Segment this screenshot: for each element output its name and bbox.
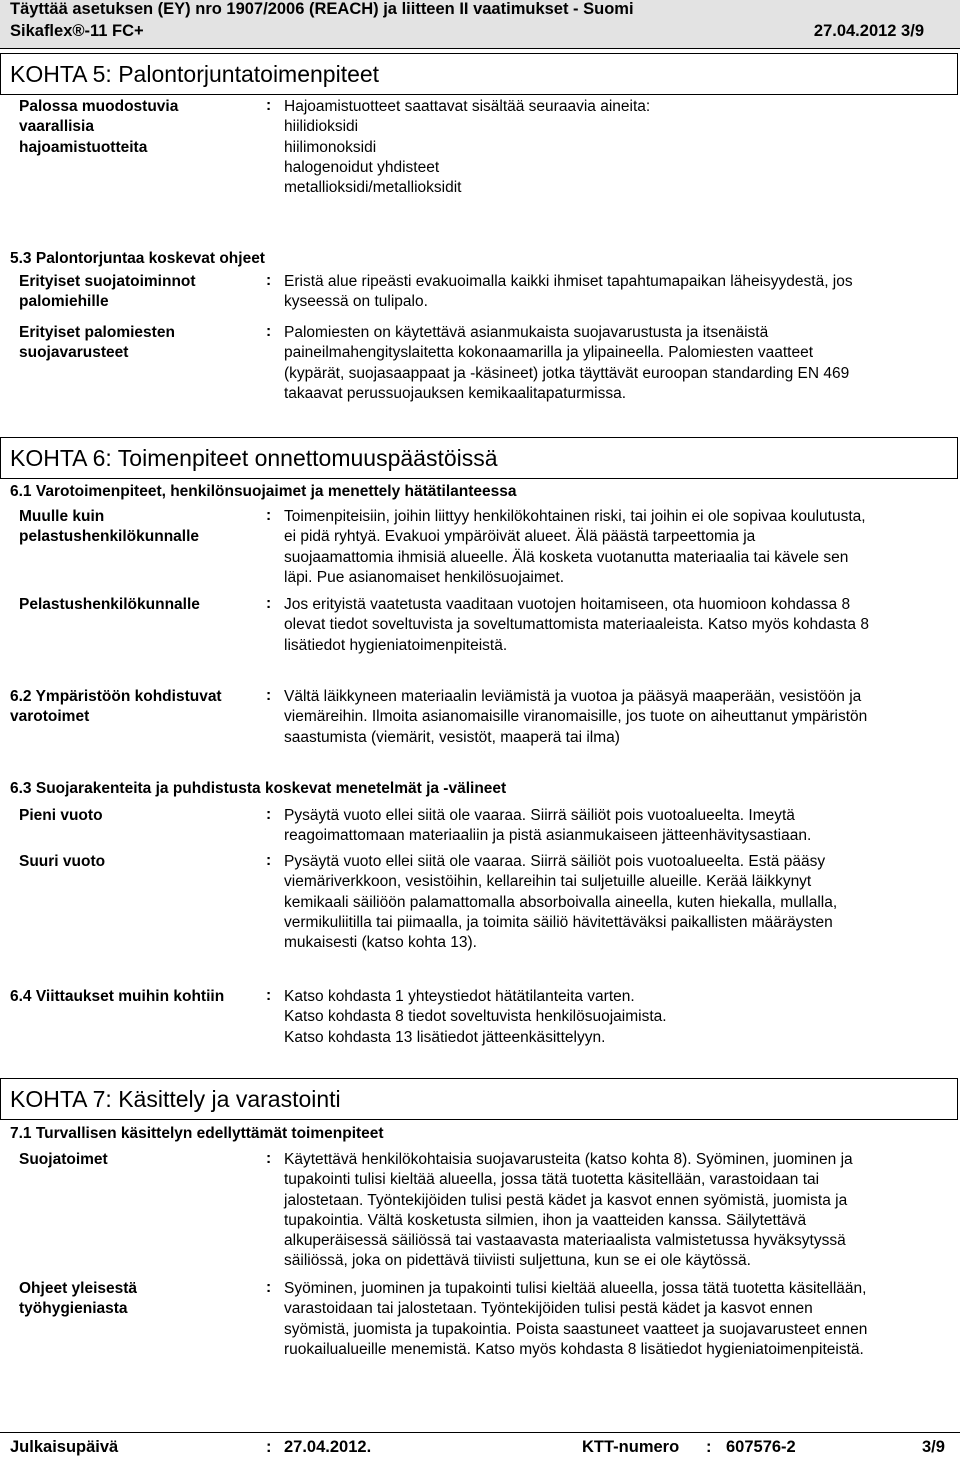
- protective-equipment-text: Palomiesten on käytettävä asianmukaista suojavarustusta ja itsenäistä paineilmahengityslaitetta kokonaamarilla ja ylipaineella. Palomiesten vaatteet (kypärät, suojasaappaat ja -käsineet) jotka täyttävät euroopan standarding EN 469 takaavat perussuojauksen kemikaalitapaturmissa.: [284, 324, 850, 402]
- subsection-7-1: 7.1 Turvallisen käsittelyn edellyttämät toimenpiteet: [10, 1125, 384, 1142]
- section-6-title: KOHTA 6: Toimenpiteet onnettomuuspäästöissä: [0, 437, 958, 479]
- section-7-title: KOHTA 7: Käsittely ja varastointi: [0, 1078, 958, 1120]
- footer-divider: [0, 1432, 960, 1433]
- large-spill-text: Pysäytä vuoto ellei siitä ole vaaraa. Siirrä säiliöt pois vuotoalueelta. Estä pääsy viemäriverkkoon, vesistöihin, kellareihin tai suljetuille alueille. Kerää läikkynyt kemikaali säiliöön palamattomalla absorboivalla aineella, kuten hiekalla, mullalla, vermikuliitilla tai piimaalla, ja toimita säiliö hävitettäväksi paikallisten määräysten mukaisesti (katso kohta 13).: [284, 853, 838, 952]
- footer-page-number: 3/9: [922, 1438, 945, 1456]
- references-text: Katso kohdasta 1 yhteystiedot hätätilanteita varten. Katso kohdasta 8 tiedot soveltuvista henkilösuojaimista. Katso kohdasta 13 lisätiedot jätteenkäsittelyyn.: [284, 988, 667, 1046]
- small-spill-text: Pysäytä vuoto ellei siitä ole vaaraa. Siirrä säiliöt pois vuotoalueelta. Imeytä reagoimattomaan materiaaliin ja pistä asianmukaiseen jätteenhävitysastiaan.: [284, 807, 812, 845]
- ktt-number: 607576-2: [726, 1438, 796, 1456]
- colon: :: [266, 595, 272, 612]
- responders-text: Jos erityistä vaatetusta vaaditaan vuotojen hoitamiseen, ota huomioon kohdassa 8 olevat tiedot soveltuvista ja soveltumattomista materiaaleista. Katso myös kohdasta 8 lisätiedot hygieniatoimenpiteistä.: [284, 596, 869, 654]
- subsection-6-1: 6.1 Varotoimenpiteet, henkilönsuojaimet ja menettely hätätilanteessa: [10, 483, 517, 500]
- protective-actions-label: Erityiset suojatoiminnot palomiehille: [19, 273, 196, 311]
- colon: :: [266, 987, 272, 1004]
- colon: :: [266, 1150, 272, 1167]
- header-date-page: 27.04.2012 3/9: [813, 22, 924, 40]
- environment-text: Vältä läikkyneen materiaalin leviämistä ja vuotoa ja pääsyä maaperään, vesistöön ja viemäreihin. Ilmoita asianomaisille viranomaisille, jos tuote on aiheuttanut ympäristön saastumista (viemärit, vesistöt, maaperä tai ilma): [284, 688, 868, 746]
- hygiene-label: Ohjeet yleisestä työhygieniasta: [19, 1280, 138, 1318]
- colon: :: [266, 97, 272, 114]
- non-emergency-label: Muulle kuin pelastushenkilökunnalle: [19, 508, 200, 546]
- protective-actions-text: Eristä alue ripeästi evakuoimalla kaikki ihmiset tapahtumapaikan läheisyydestä, jos kyseessä on tulipalo.: [284, 273, 853, 311]
- large-spill-label: Suuri vuoto: [19, 853, 106, 870]
- responders-label: Pelastushenkilökunnalle: [19, 596, 200, 613]
- colon: :: [266, 687, 272, 704]
- colon: :: [266, 272, 272, 289]
- protective-measures-text: Käytettävä henkilökohtaisia suojavarusteita (katso kohta 8). Syöminen, juominen ja tupakointi tulisi kieltää alueella, jossa tätä tuotetta käsitellään, varastoidaan tai jalostetaan. Työntekijöiden tulisi pestä kädet ja kasvot ennen syömistä, juomista ja tupakointia. Vältä kosketusta silmien, ihon ja vaatteiden kanssa. Säilytettävä alkuperäisessä säiliössä tai vastaavasta materiaalista valmistetussa hyväksytyssä säiliössä, joka on pidettävä tiiviisti suljettuna, kun se ei ole käytössä.: [284, 1151, 853, 1270]
- section-5-title: KOHTA 5: Palontorjuntatoimenpiteet: [0, 53, 958, 95]
- hazardous-products-label: Palossa muodostuvia vaarallisia hajoamistuotteita: [19, 98, 179, 156]
- colon: :: [266, 1279, 272, 1296]
- hygiene-text: Syöminen, juominen ja tupakointi tulisi kieltää alueella, jossa tätä tuotetta käsitellään, varastoidaan tai jalostetaan. Työntekijöiden tulisi pestä kädet ja kasvot ennen syömistä, juomista ja tupakointia. Poista saastuneet vaatteet ja suojavarusteet ennen ruokailualueille menemistä. Katso myös kohdasta 8 lisätiedot hygieniatoimenpiteistä.: [284, 1280, 868, 1358]
- colon: :: [706, 1438, 712, 1456]
- subsection-5-3: 5.3 Palontorjuntaa koskevat ohjeet: [10, 250, 265, 267]
- protective-equipment-label: Erityiset palomiesten suojavarusteet: [19, 324, 175, 362]
- colon: :: [266, 507, 272, 524]
- product-name: Sikaflex®-11 FC+: [10, 22, 144, 40]
- subsection-6-3: 6.3 Suojarakenteita ja puhdistusta koskevat menetelmät ja -välineet: [10, 780, 507, 797]
- small-spill-label: Pieni vuoto: [19, 807, 103, 824]
- non-emergency-text: Toimenpiteisiin, joihin liittyy henkilökohtainen riski, tai joihin ei ole sopivaa koulutusta, ei pidä ryhtyä. Evakuoi ympäröivät alueet. Älä päästä tarpeettomia ja suojaamattomia ihmisiä alueelle. Älä kosketa vuotanutta materiaalia tai kävele sen läpi. Pue asianomaiset henkilösuojaimet.: [284, 508, 866, 586]
- issue-date-label: Julkaisupäivä: [10, 1438, 119, 1456]
- ktt-number-label: KTT-numero: [582, 1438, 680, 1456]
- document-title: Täyttää asetuksen (EY) nro 1907/2006 (REACH) ja liitteen II vaatimukset - Suomi: [10, 0, 634, 18]
- colon: :: [266, 1438, 272, 1456]
- colon: :: [266, 806, 272, 823]
- colon: :: [266, 323, 272, 340]
- issue-date: 27.04.2012.: [284, 1438, 372, 1456]
- environment-label: 6.2 Ympäristöön kohdistuvat varotoimet: [10, 688, 222, 726]
- colon: :: [266, 852, 272, 869]
- protective-measures-label: Suojatoimet: [19, 1151, 108, 1168]
- hazardous-products-text: Hajoamistuotteet saattavat sisältää seuraavia aineita: hiilidioksidi hiilimonoksidi halogenoidut yhdisteet metallioksidi/metallioksidit: [284, 98, 651, 197]
- references-label: 6.4 Viittaukset muihin kohtiin: [10, 988, 225, 1005]
